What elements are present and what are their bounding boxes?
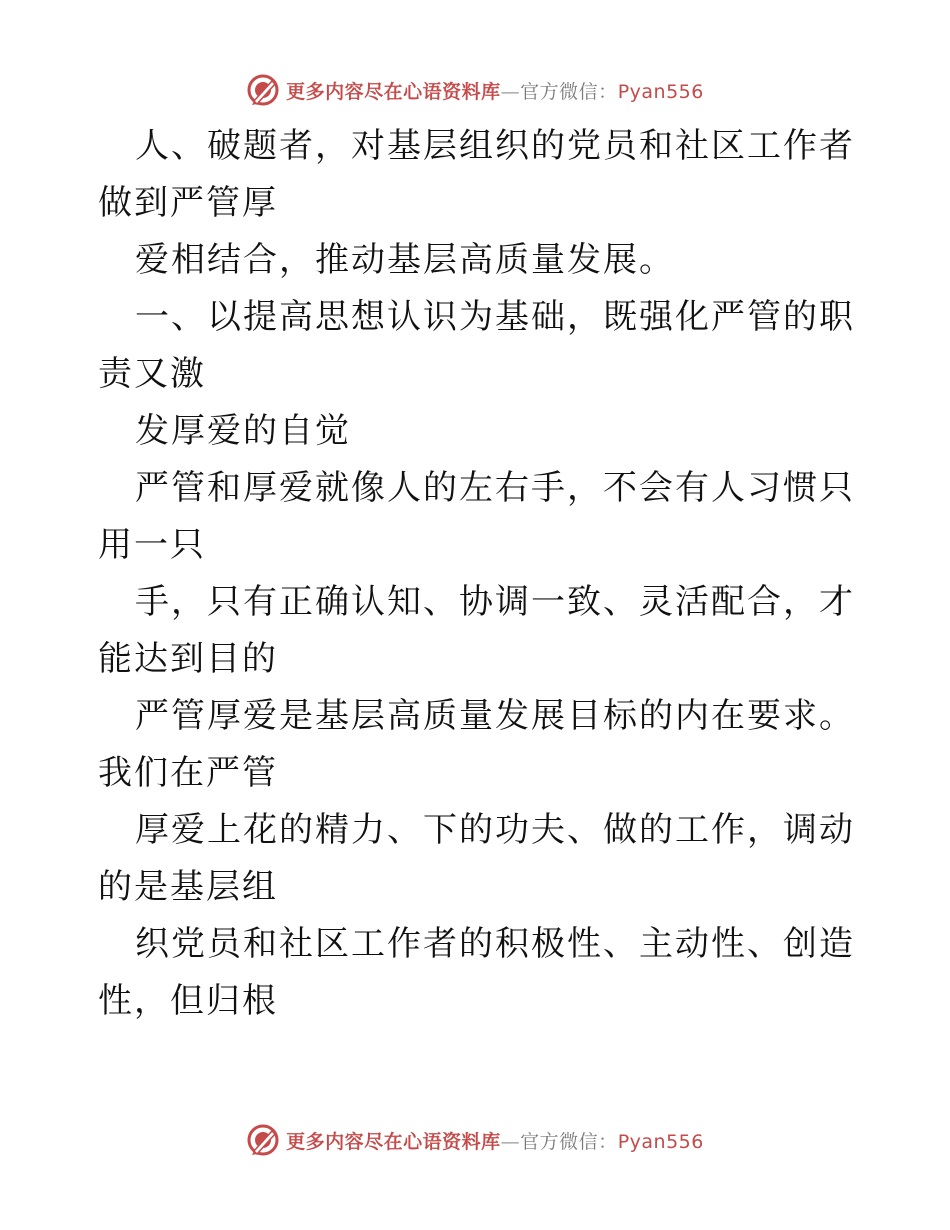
paragraph-8: 厚爱上花的精力、下的功夫、做的工作，调动的是基层组 (98, 810, 855, 907)
header-dash: — (500, 80, 521, 103)
paragraph-9: 织党员和社区工作者的积极性、主动性、创造性，但归根 (98, 924, 855, 1021)
footer-site-text: 更多内容尽在心语资料库 (286, 1130, 501, 1153)
header-banner (0, 70, 950, 110)
footer-wechat-label: 官方微信： (520, 1130, 618, 1153)
footer-banner (0, 1120, 950, 1160)
header-wechat-label: 官方微信： (520, 80, 618, 103)
footer-wechat-id: Pyan556 (617, 1130, 704, 1153)
paragraph-1: 人、破题者，对基层组织的党员和社区工作者做到严管厚 (98, 126, 855, 223)
paragraph-7: 严管厚爱是基层高质量发展目标的内在要求。我们在严管 (98, 696, 855, 793)
paragraph-5: 严管和厚爱就像人的左右手，不会有人习惯只用一只 (98, 468, 855, 565)
document-body (98, 118, 858, 1030)
paragraph-6: 手，只有正确认知、协调一致、灵活配合，才能达到目的 (98, 582, 855, 679)
footer-dash: — (500, 1130, 521, 1153)
paragraph-2: 爱相结合，推动基层高质量发展。 (135, 240, 675, 280)
pen-logo-icon (246, 1123, 280, 1157)
paragraph-4: 发厚爱的自觉 (135, 411, 351, 451)
header-site-text: 更多内容尽在心语资料库 (286, 80, 501, 103)
header-wechat-id: Pyan556 (617, 80, 704, 103)
paragraph-3: 一、以提高思想认识为基础，既强化严管的职责又激 (98, 297, 855, 394)
header-banner-text (286, 77, 704, 104)
footer-banner-text (286, 1127, 704, 1154)
pen-logo-icon (246, 73, 280, 107)
